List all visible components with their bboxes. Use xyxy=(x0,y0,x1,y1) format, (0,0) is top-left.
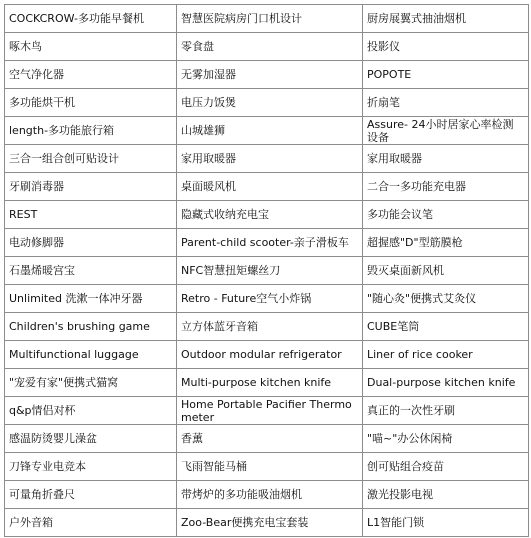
table-cell: Dual-purpose kitchen knife xyxy=(363,369,529,397)
table-cell: 二合一多功能充电器 xyxy=(363,173,529,201)
table-row xyxy=(5,117,529,145)
table-cell: 石墨烯暖宫宝 xyxy=(5,257,177,285)
table-cell: 智慧医院病房门口机设计 xyxy=(177,5,363,33)
table-cell: L1智能门锁 xyxy=(363,509,529,537)
table-cell: 户外音箱 xyxy=(5,509,177,537)
table-cell: CUBE笔筒 xyxy=(363,313,529,341)
table-cell: "随心灸"便携式艾灸仪 xyxy=(363,285,529,313)
table-cell: 电压力饭煲 xyxy=(177,89,363,117)
table-row xyxy=(5,509,529,537)
table-body xyxy=(5,5,529,537)
table-cell: length-多功能旅行箱 xyxy=(5,117,177,145)
table-cell: Children's brushing game xyxy=(5,313,177,341)
table-cell: Liner of rice cooker xyxy=(363,341,529,369)
table-row xyxy=(5,341,529,369)
table-cell: 电动修脚器 xyxy=(5,229,177,257)
table-cell: REST xyxy=(5,201,177,229)
table-cell: 家用取暖器 xyxy=(177,145,363,173)
table-cell: 零食盘 xyxy=(177,33,363,61)
table-cell: 无雾加湿器 xyxy=(177,61,363,89)
product-name-table xyxy=(4,4,529,537)
table-row xyxy=(5,369,529,397)
table-cell: 毁灭桌面新风机 xyxy=(363,257,529,285)
table-cell: Unlimited 洗漱一体冲牙器 xyxy=(5,285,177,313)
table-row xyxy=(5,145,529,173)
table-cell: Zoo-Bear便携充电宝套装 xyxy=(177,509,363,537)
table-cell: Retro - Future空气小炸锅 xyxy=(177,285,363,313)
table-cell: 多功能会议笔 xyxy=(363,201,529,229)
table-cell: Outdoor modular refrigerator xyxy=(177,341,363,369)
table-row xyxy=(5,89,529,117)
table-cell: Multifunctional luggage xyxy=(5,341,177,369)
table-row xyxy=(5,453,529,481)
table-row xyxy=(5,61,529,89)
table-cell: POPOTE xyxy=(363,61,529,89)
table-cell: 啄木鸟 xyxy=(5,33,177,61)
table-cell: 隐藏式收纳充电宝 xyxy=(177,201,363,229)
table-cell: 折扇笔 xyxy=(363,89,529,117)
table-cell: Multi-purpose kitchen knife xyxy=(177,369,363,397)
table-cell: Home Portable Pacifier Thermometer xyxy=(177,397,363,425)
table-cell: 激光投影电视 xyxy=(363,481,529,509)
table-cell: "宠爱有家"便携式猫窝 xyxy=(5,369,177,397)
table-row xyxy=(5,425,529,453)
table-cell: 香薰 xyxy=(177,425,363,453)
table-row xyxy=(5,257,529,285)
table-cell: 立方体蓝牙音箱 xyxy=(177,313,363,341)
table-row xyxy=(5,481,529,509)
table-cell: 感温防烫婴儿澡盆 xyxy=(5,425,177,453)
table-row xyxy=(5,397,529,425)
table-cell: 创可贴组合疫苗 xyxy=(363,453,529,481)
table-cell: 厨房展翼式抽油烟机 xyxy=(363,5,529,33)
table-row xyxy=(5,313,529,341)
table-cell: 桌面暖风机 xyxy=(177,173,363,201)
table-cell: 真正的一次性牙刷 xyxy=(363,397,529,425)
table-cell: "喵~"办公休闲椅 xyxy=(363,425,529,453)
table-cell: 多功能烘干机 xyxy=(5,89,177,117)
table-cell: 空气净化器 xyxy=(5,61,177,89)
table-row xyxy=(5,285,529,313)
table-cell: 家用取暖器 xyxy=(363,145,529,173)
table-row xyxy=(5,33,529,61)
table-cell: NFC智慧扭矩螺丝刀 xyxy=(177,257,363,285)
table-cell: 山城雄狮 xyxy=(177,117,363,145)
table-cell: COCKCROW-多功能早餐机 xyxy=(5,5,177,33)
table-row xyxy=(5,173,529,201)
table-cell: 超握感"D"型筋膜枪 xyxy=(363,229,529,257)
table-cell: 刀锋专业电竞本 xyxy=(5,453,177,481)
table-cell: 三合一组合创可贴设计 xyxy=(5,145,177,173)
table-cell: q&p情侣对杯 xyxy=(5,397,177,425)
table-cell: Assure- 24小时居家心率检测设备 xyxy=(363,117,529,145)
table-row xyxy=(5,5,529,33)
table-cell: Parent-child scooter-亲子滑板车 xyxy=(177,229,363,257)
table-row xyxy=(5,229,529,257)
table-cell: 飞雨智能马桶 xyxy=(177,453,363,481)
table-row xyxy=(5,201,529,229)
table-cell: 牙刷消毒器 xyxy=(5,173,177,201)
table-cell: 投影仪 xyxy=(363,33,529,61)
table-cell: 带烤炉的多功能吸油烟机 xyxy=(177,481,363,509)
table-cell: 可量角折叠尺 xyxy=(5,481,177,509)
